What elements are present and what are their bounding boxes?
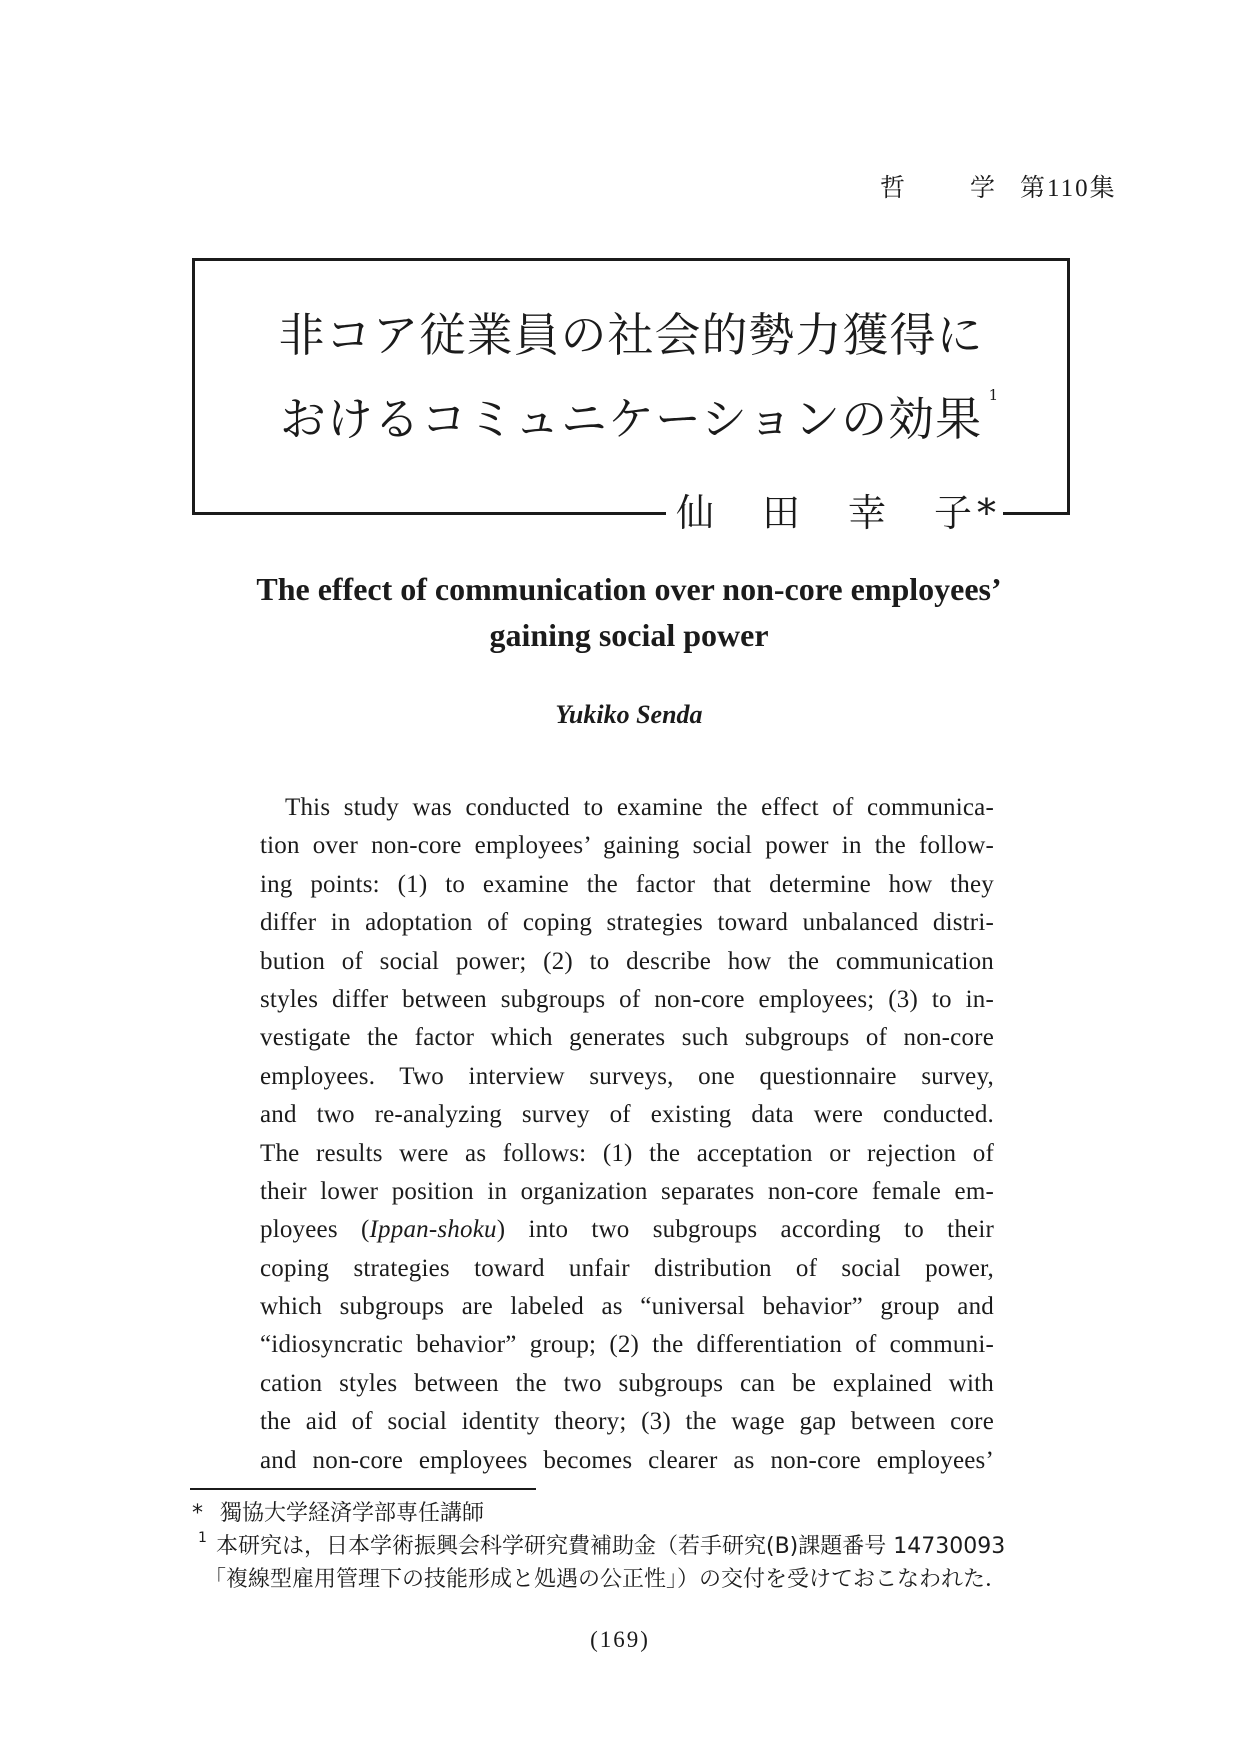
abstract-line: their lower position in organization separates non-core female em- bbox=[260, 1177, 994, 1205]
title-frame-bottom-rule-left bbox=[192, 512, 666, 515]
abstract-line: and non-core employees becomes clearer as non-core employees’ bbox=[260, 1446, 994, 1474]
abstract-line: differ in adoptation of coping strategies toward unbalanced distri- bbox=[260, 909, 994, 937]
abstract-line: vestigate the factor which generates such subgroups of non-core bbox=[260, 1024, 994, 1052]
abstract-line: tion over non-core employees’ gaining social power in the follow- bbox=[260, 832, 994, 860]
japanese-author-name: 仙 田 幸 子* bbox=[676, 491, 1002, 535]
english-author-name: Yukiko Senda bbox=[555, 700, 703, 729]
footnote-affiliation-text: 獨協大学経済学部専任講師 bbox=[220, 1501, 485, 1526]
footnote-funding-mark: 1 bbox=[198, 1530, 207, 1546]
footnote-funding-line-2: 「複線型雇用管理下の技能形成と処遇の公正性」）の交付を受けておこなわれた． bbox=[204, 1567, 1008, 1592]
japanese-title-line-1: 非コア従業員の社会的勢力獲得に bbox=[278, 308, 984, 362]
abstract-line: and two re-analyzing survey of existing data were conducted. bbox=[260, 1101, 994, 1129]
japanese-title-line-2-text: おけるコミュニケーションの効果 bbox=[279, 392, 983, 446]
abstract-italic-term: Ippan-shoku bbox=[369, 1216, 497, 1244]
abstract-line: employees. Two interview surveys, one questionnaire survey, bbox=[260, 1062, 994, 1090]
abstract-line: bution of social power; (2) to describe how the communication bbox=[260, 947, 994, 975]
english-title-line-2: gaining social power bbox=[489, 617, 769, 653]
title-frame-bottom-rule-right bbox=[1003, 512, 1070, 515]
footnote-funding-line-1: 本研究は，日本学術振興会科学研究費補助金（若手研究(B)課題番号 14730093 bbox=[216, 1534, 1006, 1559]
footnote-affiliation-mark: * bbox=[192, 1501, 203, 1526]
abstract-line-text: ) into two subgroups according to their bbox=[496, 1216, 994, 1244]
abstract-line: cation styles between the two subgroups can be explained with bbox=[260, 1369, 994, 1397]
title-footnote-mark: 1 bbox=[988, 386, 999, 404]
abstract-line bbox=[260, 1211, 994, 1249]
page-number: (169) bbox=[590, 1627, 650, 1652]
abstract bbox=[260, 789, 994, 1480]
english-title-line-1: The effect of communication over non-core employees’ bbox=[256, 571, 1002, 607]
japanese-title-line-2-wrap bbox=[279, 386, 999, 449]
abstract-line: coping strategies toward unfair distribution of social power, bbox=[260, 1254, 994, 1282]
abstract-line-text: ployees ( bbox=[260, 1216, 370, 1244]
abstract-line: which subgroups are labeled as “universal behavior” group and bbox=[260, 1293, 994, 1321]
abstract-line: The results were as follows: (1) the acceptation or rejection of bbox=[260, 1139, 994, 1167]
title-frame bbox=[192, 258, 1070, 515]
abstract-line: This study was conducted to examine the effect of communica- bbox=[285, 794, 994, 821]
abstract-line: “idiosyncratic behavior” group; (2) the differentiation of communi- bbox=[260, 1331, 994, 1359]
japanese-title-line-2 bbox=[192, 386, 1070, 449]
abstract-line: ing points: (1) to examine the factor that determine how they bbox=[260, 870, 994, 898]
footnote-separator bbox=[190, 1488, 536, 1490]
journal-volume: 第110集 bbox=[1020, 175, 1117, 202]
journal-name: 哲 学 bbox=[880, 175, 1001, 202]
abstract-line: the aid of social identity theory; (3) the wage gap between core bbox=[260, 1408, 994, 1436]
abstract-line: styles differ between subgroups of non-core employees; (3) to in- bbox=[260, 985, 994, 1013]
english-title bbox=[190, 566, 1068, 658]
